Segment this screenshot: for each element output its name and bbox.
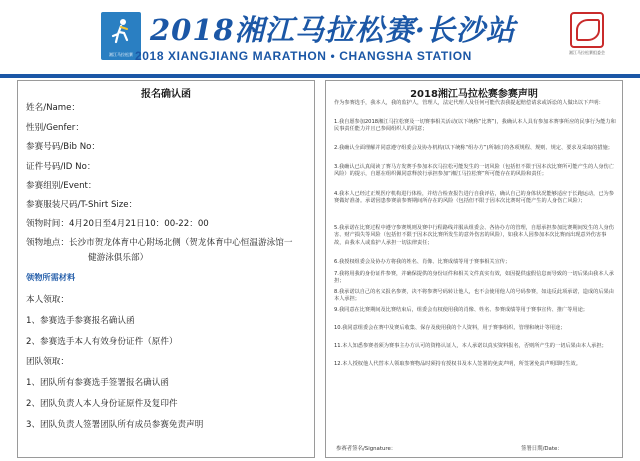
declaration-paragraph: 1.我自愿参加2018湘江马拉松赛及一切赛事相关活动(以下统称“比赛”)，我确认本人具有参加本赛事所应的民事行为能力和民事责任能力并且已参阅组织人的同意；: [334, 119, 616, 133]
name-field: 姓名/Name：: [26, 103, 81, 113]
declaration-paragraph: 9.我同意在比赛期间及比赛结束后，组委会有权使用我的肖像、姓名、参赛成绩等用于赛事宣传、推广等用途；: [334, 307, 588, 313]
declaration-paragraph: 3.我确认已认真阅读了赛马方发赛手参加本次马拉松可能发生的一切风险（包括但不限于因本次比赛所可能产生的人身伤亡风险）的提示，自愿在组织佩同意释放行承担参加“湘江马拉松赛”所可能存在的风险和责任；: [334, 164, 614, 178]
list-item: 2、参赛选手本人有效身份证件（原件）: [26, 337, 178, 347]
declaration-paragraph: 6.我授权组委会及协办方将我的姓名、肖像、比赛成绩等用于赛事相关宣传；: [334, 259, 511, 265]
organizer-seal-logo: [567, 12, 607, 60]
declaration-paragraph: 11.本人知悉参赛者须为赛事主办方认可的资格认证人，本人承诺以真实资料报名，否则所产生的一切后果由本人承担；: [334, 343, 607, 349]
declaration-paragraph: 2.我确认全面理解并同意遵守组委会及协办机构(以下统称“组办方”)所制订的各项规程、规则、规定、要求及采取的措施；: [334, 145, 613, 151]
list-item: 1、参赛选手参赛报名确认函: [26, 316, 135, 326]
list-item: 1、团队所有参赛选手签署报名确认函: [26, 378, 169, 388]
declaration-paragraph: 7.我将用我的身份证件参赛，并确保提供的身份证件和相关文件真实有效，如因提供虚假信息而导致的一切后果由我本人承担；: [334, 271, 614, 285]
declaration-paragraph: 作为参赛选手，我本人，我的监护人，管理人，法定代理人及任何可能代表我提起赔偿请求或诉讼的人做出以下声明：: [334, 100, 604, 106]
header-divider: [0, 74, 640, 78]
materials-section-title: 领物所需材料: [26, 272, 76, 282]
athlete-signature-label: 参赛者签名/Signature：: [336, 446, 397, 452]
page-title-cn: 2018湘江马拉松赛·长沙站: [150, 13, 516, 47]
registration-confirmation-panel: [17, 80, 315, 458]
list-item: 3、团队负责人签署团队所有成员参赛免责声明: [26, 420, 204, 430]
declaration-paragraph: 10.我同意组委会在赛中及赛后收集、保存及使用我的个人资料，用于赛事组织、管理和统计等用途；: [334, 325, 566, 331]
signature-date-label: 签署日期/Date：: [521, 446, 563, 452]
gender-field: 性别/Genfer：: [26, 123, 84, 133]
bib-field: 参赛号码/Bib No：: [26, 142, 101, 152]
declaration-paragraph: 4.我本人已经过正规医疗机构进行体检，并结合检查报告进行自我评估，确认自己的身体状况能够适应于长跑运动，已为参赛做好准备。承诺因患参赛前参赛期间所存在的风险（包括但不限于因本次比赛时可能产生的人身伤亡风险）；: [334, 191, 614, 205]
declaration-paragraph: 12.本人授权他人代替本人领取参赛物品时须持有授权书及本人签署的免责声明，所签署免责声明即时生效。: [334, 361, 581, 367]
pickup-location-cont: 健游泳俱乐部）: [88, 253, 149, 263]
list-item: 本人领取：: [26, 295, 69, 305]
declaration-paragraph: 8.我承诺以自己的名义报名参赛，决不将参赛号码转让他人，也不会使用他人的号码参赛，如违反此项承诺，造成的后果由本人承担；: [334, 289, 614, 303]
declaration-panel: [325, 80, 623, 458]
tshirt-size-field: 参赛服装尺码/T-Shirt Size：: [26, 200, 138, 210]
pickup-time: 领物时间：4月20日至4月21日10：00-22：00: [26, 219, 209, 229]
logo-right-caption: 湘江马拉松赛组委会: [569, 50, 605, 55]
pickup-location: 领物地点：长沙市贺龙体育中心附场北侧（贺龙体育中心恒温游泳馆一: [26, 238, 293, 248]
id-field: 证件号码/ID No：: [26, 162, 96, 172]
list-item: 团队领取：: [26, 357, 69, 367]
declaration-paragraph: 5.我承诺在比赛过程中遵守参赛规则及赛中行程路线并服从组委会、各协办方的管理，自愿承担参加比赛期间发生的人身伤害、财产损失等风险（包括但不限于因本次比赛所发生的意外伤害的风险），如我本人因参加本次比赛而出现意外伤害事故，由我本人或监护人承担一切法律责任；: [334, 225, 614, 246]
page-title-en: 2018 XIANGJIANG MARATHON • CHANGSHA STATION: [135, 49, 472, 63]
logo-left-caption: 湘江马拉松赛: [109, 52, 133, 57]
header-banner: [0, 0, 640, 78]
list-item: 2、团队负责人本人身份证原件及复印件: [26, 399, 178, 409]
runner-icon: [109, 18, 133, 46]
panel-title: 报名确认函: [141, 89, 191, 100]
event-field: 参赛组别/Event：: [26, 181, 97, 191]
seal-icon: [570, 12, 604, 48]
panel-title: 2018湘江马拉松赛参赛声明: [410, 89, 538, 100]
